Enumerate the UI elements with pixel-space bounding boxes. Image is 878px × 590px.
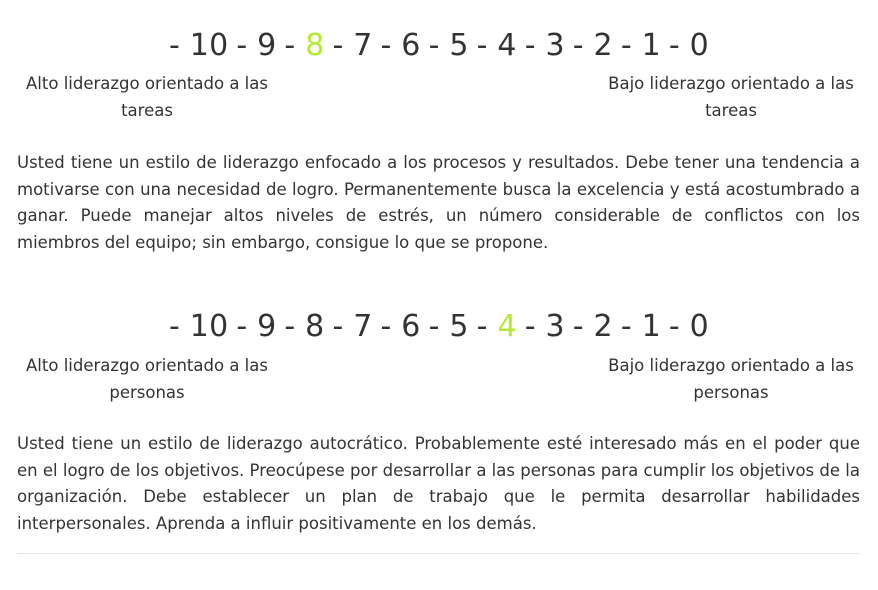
scale-value-5: - 5 (428, 309, 469, 344)
scale-value-3: - 3 (524, 28, 565, 63)
scale-value-3: - 3 (524, 309, 565, 344)
task-leadership-description: Usted tiene un estilo de liderazgo enfocado a los procesos y resultados. Debe tener una tendencia a motivarse con una necesidad de logro. Permanentemente busca la excelencia y está acostumbrado a ganar. Puede manejar altos niveles de estrés, un número considerable de conflictos con los miembros del equipo; sin embargo, consigue lo que se propone. (17, 153, 860, 252)
scale-value-10: - 10 (169, 309, 229, 344)
scale-value-2: - 2 (572, 309, 613, 344)
scale-value-7: - 7 (332, 28, 373, 63)
task-scale-right-label: Bajo liderazgo orientado a las tareas (608, 74, 854, 120)
selected-score: 4 (497, 309, 517, 344)
scale-value-8: - 8 (284, 309, 325, 344)
people-scale-right-label: Bajo liderazgo orientado a las personas (608, 356, 854, 402)
scale-value-0: - 0 (668, 309, 709, 344)
scale-value-0: - 0 (668, 28, 709, 63)
task-leadership-scale (0, 28, 878, 64)
people-leadership-scale (0, 309, 878, 345)
section-divider (17, 553, 860, 554)
scale-value-9: - 9 (236, 309, 277, 344)
selected-score: 8 (305, 28, 325, 63)
scale-value-1: - 1 (620, 28, 661, 63)
people-scale-left-label: Alto liderazgo orientado a las personas (26, 356, 268, 402)
scale-value-4: - 4 (476, 309, 517, 344)
people-leadership-description: Usted tiene un estilo de liderazgo autocrático. Probablemente esté interesado más en el poder que en el logro de los objetivos. Preocúpese por desarrollar a las personas para cumplir los objetivos de la organización. Debe establecer un plan de trabajo que le permita desarrollar habilidades interpersonales. Aprenda a influir positivamente en los demás. (17, 434, 860, 533)
scale-value-4: - 4 (476, 28, 517, 63)
scale-value-5: - 5 (428, 28, 469, 63)
scale-value-6: - 6 (380, 309, 421, 344)
task-scale-left-label: Alto liderazgo orientado a las tareas (26, 74, 268, 120)
scale-value-2: - 2 (572, 28, 613, 63)
scale-value-1: - 1 (620, 309, 661, 344)
scale-value-7: - 7 (332, 309, 373, 344)
scale-value-10: - 10 (169, 28, 229, 63)
scale-value-9: - 9 (236, 28, 277, 63)
scale-value-6: - 6 (380, 28, 421, 63)
scale-value-8: - 8 (284, 28, 325, 63)
